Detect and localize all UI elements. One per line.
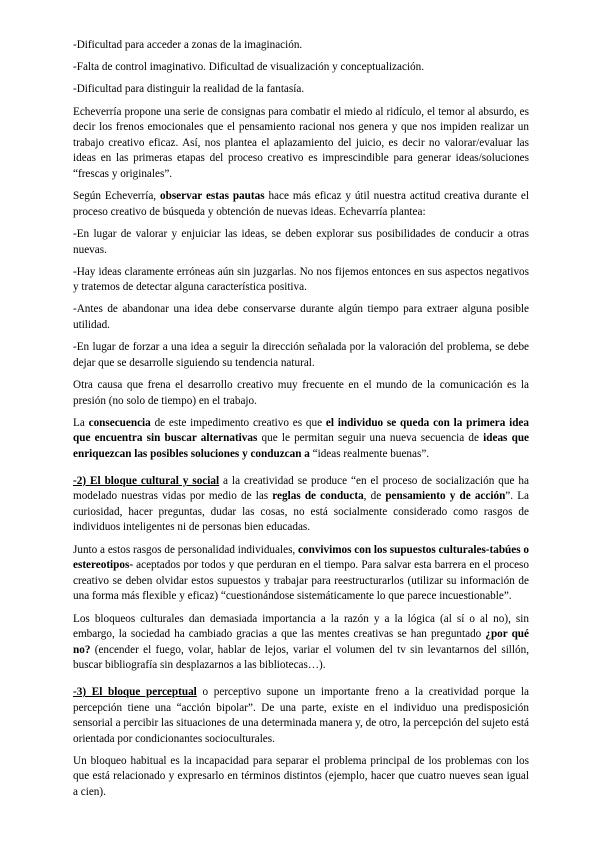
paragraph-text: Según Echeverría, xyxy=(73,190,160,203)
body-paragraph xyxy=(73,38,529,54)
paragraph-text: Junto a estos rasgos de personalidad individuales, xyxy=(73,543,299,556)
paragraph-text: , de xyxy=(363,490,386,503)
paragraph-text: o perceptivo supone un importante freno a la creatividad porque la percepción tiene una “acción bipolar”. De una parte, existe en el individuo una predisposición sensorial a percibir las situaciones de una determinada manera y, de otro, la percepción del sujeto está orientada por condicionantes socioculturales. xyxy=(73,685,529,745)
paragraph-text: de este impedimento creativo es que xyxy=(150,416,326,429)
emphasis-text: ¿por qué no? xyxy=(73,628,529,656)
body-paragraph xyxy=(73,543,529,605)
body-paragraph xyxy=(73,340,529,371)
emphasis-text: ideas que enriquezcan las posibles soluciones y conduzcan a xyxy=(73,432,530,460)
paragraph-text: -Dificultad para distinguir la realidad de la fantasía. xyxy=(73,83,305,96)
emphasis-text: convivimos con los supuestos culturales-tabúes o estereotipos- xyxy=(73,543,530,572)
paragraph-text: Los bloqueos culturales dan demasiada importancia a la razón y a la lógica (al sí o al no), sin embargo, la sociedad ha cambiado gracias a que las mentes creativas se han preguntado xyxy=(73,612,529,641)
paragraph-text: Otra causa que frena el desarrollo creativo muy frecuente en el mundo de la comunicación es la presión (no solo de tiempo) en el trabajo. xyxy=(73,379,529,407)
paragraph-text: a la creatividad se produce “en el proceso de socialización que ha modelado nuestras vidas por medio de las xyxy=(73,474,529,503)
body-paragraph xyxy=(73,265,529,296)
body-paragraph xyxy=(73,754,529,801)
body-paragraph xyxy=(73,416,529,463)
paragraph-text: que le permitan seguir una nueva secuencia de xyxy=(257,432,484,445)
paragraph-text: “ideas realmente buenas”. xyxy=(309,448,430,460)
section-heading: -2) El bloque cultural y social xyxy=(73,474,220,487)
paragraph-text: Un bloqueo habitual es la incapacidad para separar el problema principal de los problemas con los que está relacionado y expresarlo en términos distintos (ejemplo, hacer que cuatro nueves sean igual a cien). xyxy=(73,754,529,799)
body-paragraph xyxy=(73,612,529,674)
body-paragraph xyxy=(73,378,529,409)
emphasis-text: observar estas pautas xyxy=(160,190,265,203)
body-paragraph xyxy=(73,82,529,98)
paragraph-text: La xyxy=(73,416,89,429)
paragraph-text: -Falta de control imaginativo. Dificultad de visualización y conceptualización. xyxy=(73,61,425,74)
emphasis-text: el individuo se queda con la primera idea que encuentra sin buscar alternativas xyxy=(73,416,529,445)
paragraph-text: -Dificultad para acceder a zonas de la imaginación. xyxy=(73,39,303,51)
body-paragraph xyxy=(73,227,529,258)
emphasis-text: reglas de conducta xyxy=(272,490,364,503)
paragraph-text: -En lugar de valorar y enjuiciar las ideas, se deben explorar sus posibilidades de conducir a otras nuevas. xyxy=(73,227,529,256)
body-paragraph xyxy=(73,302,529,333)
paragraph-text: -En lugar de forzar a una idea a seguir la dirección señalada por la valoración del problema, se debe dejar que se desarrolle siguiendo su tendencia natural. xyxy=(73,341,529,369)
body-paragraph xyxy=(73,685,529,747)
emphasis-text: pensamiento y de acción xyxy=(385,490,506,503)
paragraph-text: aceptados por todos y que perduran en el tiempo. Para salvar esta barrera en el proceso creativo se deben olvidar estos supuestos y trabajar para reestructurarlos (utilizar su información de una forma más flexible y eficaz) “cuestionándose sistemáticamente lo que parece incuestionable”. xyxy=(73,559,529,603)
paragraph-text: -Antes de abandonar una idea debe conservarse durante algún tiempo para extraer alguna posible utilidad. xyxy=(73,303,529,332)
paragraph-text: hace más eficaz y útil nuestra actitud creativa durante el proceso creativo de búsqueda y obtención de nuevas ideas. Echevarría plantea: xyxy=(73,190,529,218)
section-heading: -3) El bloque perceptual xyxy=(73,685,197,698)
paragraph-text: ”. La curiosidad, hacer preguntas, dudar las cosas, no está socialmente considerado como rasgos de individuos inteligentes ni de personas bien educadas. xyxy=(73,490,530,534)
paragraph-text: Echeverría propone una serie de consignas para combatir el miedo al ridículo, el temor al absurdo, es decir los frenos emocionales que el pensamiento racional nos genera y que nos impiden realizar un trabajo creativo eficaz. Así, nos plantea el aplazamiento del juicio, es decir no valorar/evaluar las ideas en las primeras etapas del proceso creativo es imprescindible para generar ideas/soluciones “frescas y originales”. xyxy=(73,105,529,180)
body-paragraph xyxy=(73,60,529,76)
body-paragraph xyxy=(73,105,529,183)
body-paragraph xyxy=(73,189,529,220)
paragraph-text: (encender el fuego, volar, hablar de lejos, variar el volumen del tv sin levantarnos del sillón, buscar bibliografía sin desplazarnos a las bibliotecas…). xyxy=(73,643,529,672)
paragraph-text: -Hay ideas claramente erróneas aún sin juzgarlas. No nos fijemos entonces en sus aspectos negativos y tratemos de detectar alguna característica positiva. xyxy=(73,265,529,294)
body-paragraph xyxy=(73,474,529,536)
emphasis-text: consecuencia xyxy=(88,416,151,429)
